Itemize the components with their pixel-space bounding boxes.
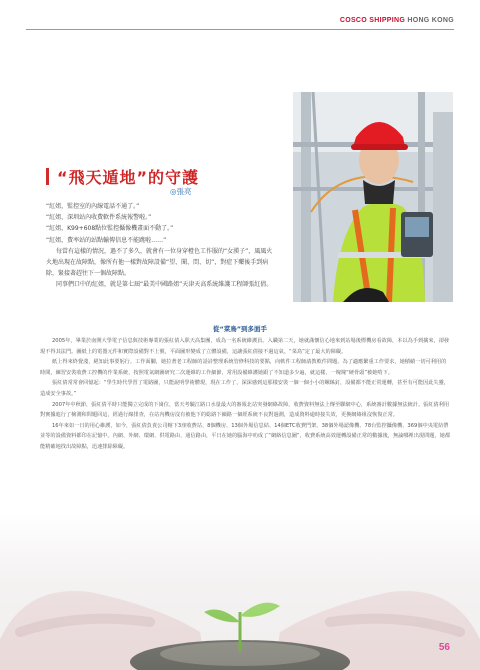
- intro-paragraph: 同事們口中的紅姐，就是第七屆“最美中國路姐”天津天高系統維護工程師張紅倩。: [56, 281, 273, 289]
- brand-suffix: HONG KONG: [405, 17, 454, 24]
- article-title-text: “飛天遁地”的守護: [57, 168, 200, 187]
- section-body: [40, 336, 450, 453]
- author-byline: [170, 186, 192, 197]
- article-title: [46, 165, 199, 188]
- header-divider: [26, 29, 454, 30]
- body-paragraph: 紙上得來終覺淺，絕知此事要躬行。工作面腳，她拉著老工程師的話詩整理系統管修科技的要點，向軟件工程師請教軟件問題。為了適應繁重工作要求，她積績一切可利用的時間，練習安裝收費工控機的作業系統，按照電氣網圖研究二次運維的工作細節，常用設備維護她跟了不知道多少遍，就這樣，一塊塊“硬骨頭”被她啃下。: [40, 359, 447, 376]
- body-paragraph: 16年來如一日的用心維護，如今，張紅倩負責公司轄下3座收費站、8個機房、13個外場信息結、14個ETC收費門架、38個外場認像機、78台監控攝像機、369個中央電紡帶並等的設備資料都印在記憶中。內網、外網、環網、供電路由、通信路由，平日在她的腦海中叻成了“網絡信息圖”，收費系統高效運轉設備正常的數據後，無論哪裡出現問題，她都能精確地找出故障點，迅速排除障礙。: [40, 422, 451, 450]
- body-paragraph: 張紅倩常常會回憶起：“學生時代學習了電路圖，只能說明學術體現，現在工作了，深深感到這那樣安裝一個一個小小的螺絲釘，設備都不能正常運轉，甚至有可能因此失靈，造成安全事故。”: [40, 380, 449, 397]
- body-paragraph: 2007年中秋節，張紅倩平時只能獨立完成的下崗位，當天考驗江路口水量最大的審報北站突發網絡故障，收費資料無法上傳至聯網中心，系統審計數據無法統計。張紅倩利用對實據進行了檢測和問題回這，經過行線排查，在站內機房沒有被他下的総路下續路一個經系統不良對過測，造成資料逾時接失效，更換網絡組沒恢復正常。: [40, 401, 450, 419]
- page-number: 56: [438, 642, 450, 653]
- decorative-hands-sprout-image: [0, 512, 480, 670]
- publication-brand: [340, 17, 454, 24]
- title-accent-bar: [46, 168, 49, 185]
- brand-main: COSCO SHIPPING: [339, 17, 406, 24]
- article-photo-engineer: [293, 92, 453, 302]
- author-bullet-icon: ◎: [170, 187, 177, 196]
- body-paragraph: 2005年，畢業於南開大學電子信息與技術專業的張紅倩入职天高集團，成為一名系統維護員。入職第二天，她就滿懷信心地來到站場後標機房看故障，本以為手到擒來，卻發現不得其法門。圖紙上的電器元件和實際設備對不上號，平面圖形變成了立體設備，這讓張紅倩接不過這氣。“菜鳥”定了最大的障礙。: [40, 338, 450, 355]
- intro-line: “紅姐，深圳站內收費軟件系統報警啦。”: [46, 214, 152, 222]
- author-name: 張亮: [176, 187, 192, 196]
- section-heading: 從“菜鳥”到多面手: [212, 325, 268, 333]
- intro-line: “紅姐，K99+608點位監控攝像機畫面不動了。”: [46, 225, 174, 233]
- intro-paragraph: 每當有這樣的情況，過不了多久，就會有一位身穿橙色工作服的“女漢子”，風風火火地出現在故障點，像所有他一樣對故障設備“望、聞、問、切”，對症下藥後手到病除，緊接著趕往下一個故障點。: [46, 247, 273, 278]
- intro-line: “紅姐，監控室的內線電話不通了。”: [46, 203, 140, 210]
- intro-line: “紅姐，費率站的站點輸傳信息不能跳啦……”: [46, 236, 167, 244]
- article-intro: [46, 201, 278, 291]
